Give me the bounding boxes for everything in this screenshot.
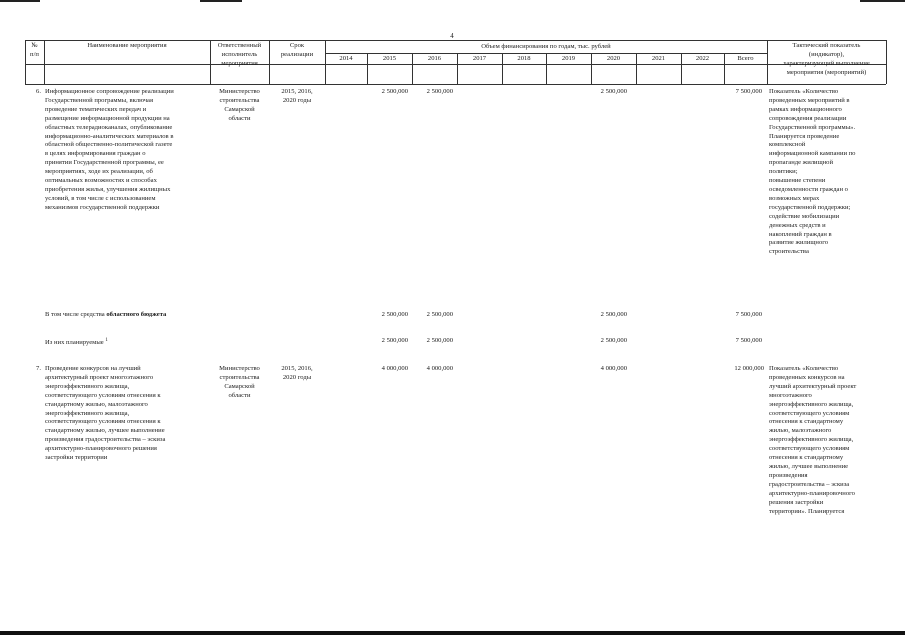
header-activity-name: Наименование мероприятия <box>87 42 167 49</box>
budget-label-bold: областного бюджета <box>106 311 167 318</box>
years-row-bottom-line <box>25 64 886 65</box>
value-2020: 2 500,000 <box>600 88 627 95</box>
header-indicator: Тактический показатель (индикатор), характеризующий выполнение мероприятия (мероприятий) <box>783 42 870 76</box>
value-total: 7 500,000 <box>735 337 762 344</box>
period: 2015, 2016, 2020 годы <box>281 88 313 104</box>
header-executor: Ответственный исполнитель мероприятия <box>217 42 262 67</box>
header-year: 2017 <box>472 55 487 62</box>
header-total: Всего <box>737 55 754 62</box>
value-2020: 2 500,000 <box>600 311 627 318</box>
executor: Министерство строительства Самарской области <box>219 365 260 399</box>
activity-name: Проведение конкурсов на лучший архитектурный проект многоэтажного энергоэффективного жилища, соответствующего условиям отнесения к стандартному жилью, малоэтажного энергоэффективного жилища, соответствующего условиям отнесения к стандартному жилью, лучшее выполнение произведения градостроительства – эскиза архитектурно-планировочного решения застройки территории <box>45 365 166 462</box>
executor: Министерство строительства Самарской области <box>219 88 260 122</box>
header-year: 2022 <box>695 55 710 62</box>
indicator: Показатель «Количество проведенных мероприятий в рамках информационного сопровождения реализации Государственной программы». Планируется проведение комплексной информационной кампании по пропаганде жилищной политики; повышение степени осведомленности граждан о возможных мерах государственной поддержки; содействие мобилизации денежных средств и накоплений граждан в развитие жилищного строительства <box>769 88 856 256</box>
table-border-right <box>886 40 887 84</box>
header-number: № п/п <box>30 42 39 58</box>
page-number: 4 <box>450 32 454 40</box>
header-period: Срок реализации <box>280 42 314 58</box>
value-total: 7 500,000 <box>735 311 762 318</box>
budget-row-label <box>45 311 215 320</box>
value-2020: 2 500,000 <box>600 337 627 344</box>
header-year: 2019 <box>561 55 576 62</box>
value-total: 12 000,000 <box>734 365 764 372</box>
planned-label: Из них планируемые <box>45 339 104 347</box>
value-2015: 4 000,000 <box>381 365 408 372</box>
value-total: 7 500,000 <box>735 88 762 95</box>
header-year: 2014 <box>339 55 353 62</box>
scan-edge-top <box>860 0 905 2</box>
planned-row-label <box>45 337 215 348</box>
value-2016: 4 000,000 <box>426 365 453 372</box>
table-border-top <box>25 40 886 41</box>
value-2016: 2 500,000 <box>426 88 453 95</box>
footnote-marker: 1 <box>105 338 108 343</box>
header-year: 2018 <box>517 55 531 62</box>
header-year: 2021 <box>651 55 666 62</box>
row-number: 6. <box>36 88 41 95</box>
header-year: 2020 <box>606 55 621 62</box>
value-2015: 2 500,000 <box>381 337 408 344</box>
value-2016: 2 500,000 <box>426 337 453 344</box>
scan-edge-bottom <box>0 631 905 635</box>
value-2015: 2 500,000 <box>381 311 408 318</box>
activity-name: Информационное сопровождение реализации Государственной программы, включая проведение тематических передач и размещение информационной продукции на областных телерадиоканалах, опубликование информационно-аналитических материалов в областной общественно-политической газете в целях информирования граждан о принятии Государственной программы, ее мероприятиях, ходе их реализации, об оптимальных возможностях и способах приобретения жилья, улучшения жилищных условий, в том числе с использованием механизмов государственной поддержки <box>45 88 174 211</box>
value-2015: 2 500,000 <box>381 88 408 95</box>
indicator: Показатель «Количество проведенных конкурсов на лучший архитектурный проект многоэтажного энергоэффективного жилища, соответствующего условиям отнесения к стандартному жилью, малоэтажного энергоэффективного жилища, соответствующего условиям отнесения к стандартному жилью, лучшее выполнение произведения градостроительства – эскиза архитектурно-планировочного решения застройки территории». Планируется <box>769 365 857 515</box>
value-2020: 4 000,000 <box>600 365 627 372</box>
header-year: 2016 <box>427 55 442 62</box>
header-bottom-line <box>25 84 886 85</box>
row-number: 7. <box>36 365 41 372</box>
scan-edge-top <box>0 0 40 2</box>
period: 2015, 2016, 2020 годы <box>281 365 313 381</box>
value-2016: 2 500,000 <box>426 311 453 318</box>
budget-label-prefix: В том числе средства <box>45 311 107 318</box>
scan-edge-top <box>200 0 242 2</box>
header-year: 2015 <box>382 55 397 62</box>
header-funding: Объем финансирования по годам, тыс. рублей <box>481 43 611 50</box>
